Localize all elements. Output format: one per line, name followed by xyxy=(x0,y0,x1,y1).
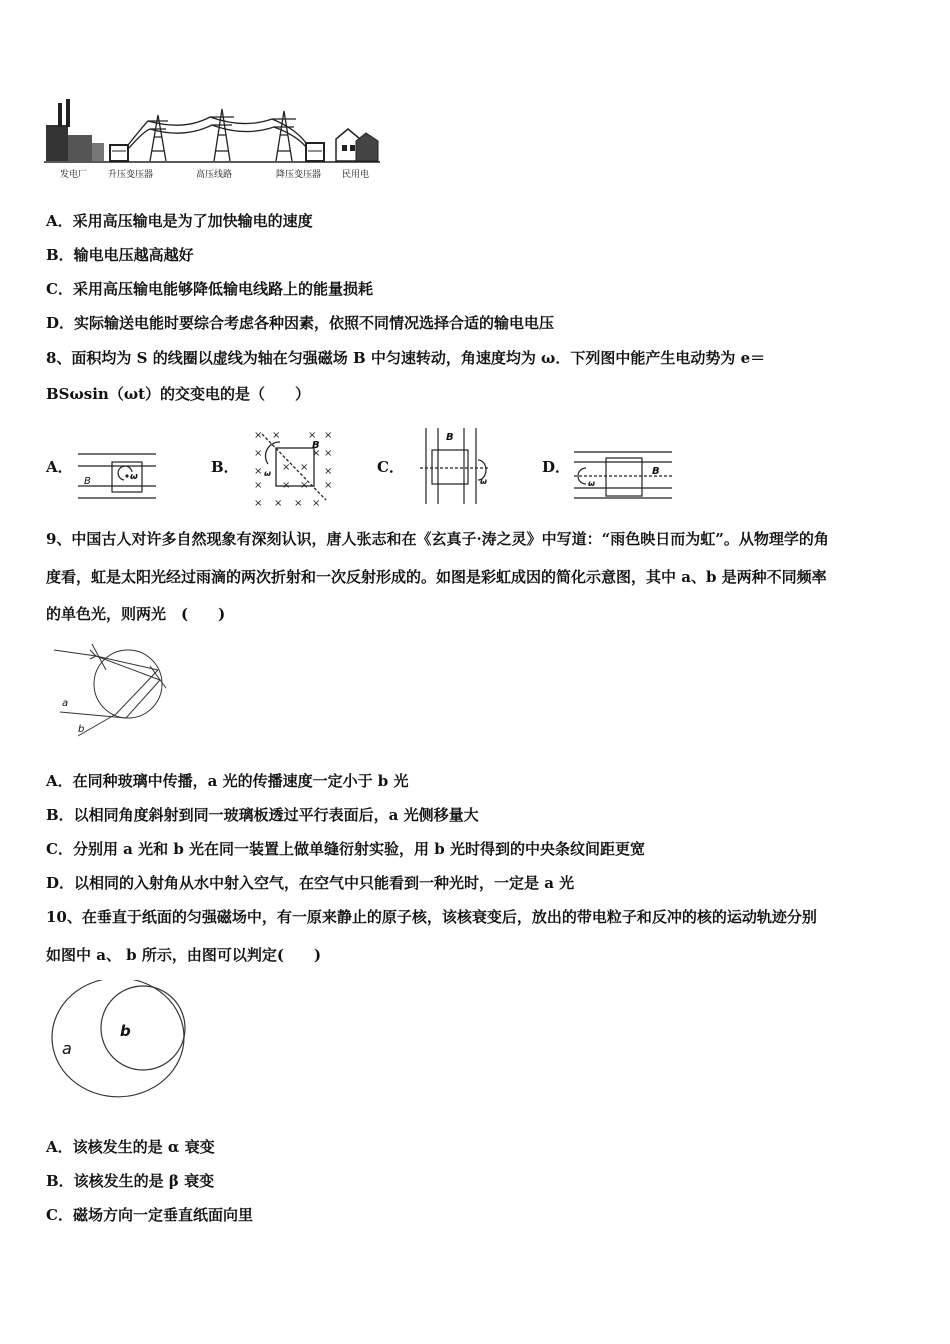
power-transmission-figure xyxy=(44,95,380,181)
svg-text:×: × xyxy=(282,462,291,473)
q7-option-d: D．实际输送电能时要综合考虑各种因素，依照不同情况选择合适的输电电压 xyxy=(46,314,555,332)
q7-option-a: A．采用高压输电是为了加快输电的速度 xyxy=(46,212,313,230)
q10-fig-label-a: a xyxy=(62,1039,72,1058)
svg-text:×: × xyxy=(308,430,317,441)
q7-option-b: B．输电电压越高越好 xyxy=(46,246,194,264)
svg-text:×: × xyxy=(254,480,263,491)
q10-option-b: B．该核发生的是 β 衰变 xyxy=(46,1172,215,1190)
q8b-omega: ω xyxy=(264,469,271,478)
q8-diagram-a xyxy=(76,446,160,506)
q8-diagram-c xyxy=(416,426,492,506)
svg-text:×: × xyxy=(324,430,332,441)
fig-label-step-up: 升压变压器 xyxy=(108,170,154,180)
q8d-field-label: B xyxy=(652,466,660,477)
svg-text:×: × xyxy=(254,498,263,508)
q9-stem-line3: 的单色光，则两光 ( ) xyxy=(46,605,226,623)
fig-label-power-plant: 发电厂 xyxy=(60,170,88,180)
q8c-field-label: B xyxy=(446,432,454,443)
svg-text:×: × xyxy=(324,466,332,477)
q9-stem-line2: 度看，虹是太阳光经过雨滴的两次折射和一次反射形成的。如图是彩虹成因的简化示意图，其中 a、b 是两种不同频率 xyxy=(46,568,827,586)
q8a-field-label: B xyxy=(84,476,91,487)
svg-text:×: × xyxy=(324,480,332,491)
svg-text:×: × xyxy=(282,480,291,491)
svg-text:×: × xyxy=(324,448,332,459)
q8-diagram-b xyxy=(246,426,332,508)
svg-text:×: × xyxy=(254,466,263,477)
q8d-omega: ω xyxy=(588,479,595,488)
q8-choice-d-label: D． xyxy=(542,458,571,476)
svg-text:×: × xyxy=(272,430,281,441)
svg-text:×: × xyxy=(300,462,309,473)
svg-text:×: × xyxy=(274,498,283,508)
q8-choice-a-label: A． xyxy=(46,458,73,476)
q10-stem-line2: 如图中 a、 b 所示，由图可以判定( ) xyxy=(46,946,322,964)
q10-fig-label-b: b xyxy=(120,1022,131,1040)
q8a-omega: ω xyxy=(130,472,138,482)
q10-stem-line1: 10、在垂直于纸面的匀强磁场中，有一原来静止的原子核，该核衰变后，放出的带电粒子和反冲的核的运动轨迹分别 xyxy=(46,908,817,926)
svg-text:×: × xyxy=(312,448,321,459)
q10-option-c: C．磁场方向一定垂直纸面向里 xyxy=(46,1206,253,1224)
fig-label-residential: 民用电 xyxy=(342,170,370,180)
rainbow-droplet-figure xyxy=(50,640,168,740)
q8-stem-line1: 8、面积均为 S 的线圈以虚线为轴在匀强磁场 B 中匀速转动，角速度均为 ω．下列图中能产生电动势为 e＝ xyxy=(46,349,766,367)
svg-text:×: × xyxy=(254,448,263,459)
svg-text:×: × xyxy=(254,430,263,441)
q7-option-c: C．采用高压输电能够降低输电线路上的能量损耗 xyxy=(46,280,373,298)
q9-option-b: B．以相同角度斜射到同一玻璃板透过平行表面后，a 光侧移量大 xyxy=(46,806,479,824)
fig-label-step-down: 降压变压器 xyxy=(276,170,322,180)
q9-fig-label-b: b xyxy=(78,724,85,735)
q9-option-d: D．以相同的入射角从水中射入空气，在空气中只能看到一种光时，一定是 a 光 xyxy=(46,874,575,892)
q8b-field-label: B xyxy=(312,440,320,451)
svg-text:×: × xyxy=(300,480,309,491)
q9-option-c: C．分别用 a 光和 b 光在同一装置上做单缝衍射实验，用 b 光时得到的中央条纹间距更宽 xyxy=(46,840,645,858)
fig-label-hv-line: 高压线路 xyxy=(196,170,233,180)
decay-tracks-figure xyxy=(50,980,190,1100)
q8-diagram-d xyxy=(572,446,676,508)
q9-stem-line1: 9、中国古人对许多自然现象有深刻认识，唐人张志和在《玄真子·涛之灵》中写道：“雨色映日而为虹”。从物理学的角 xyxy=(46,530,829,548)
q9-option-a: A．在同种玻璃中传播，a 光的传播速度一定小于 b 光 xyxy=(46,772,409,790)
q8c-omega: ω xyxy=(480,477,487,486)
q9-fig-label-a: a xyxy=(62,698,69,709)
q8-choice-c-label: C． xyxy=(377,458,404,476)
svg-text:×: × xyxy=(312,498,321,508)
q8-choice-b-label: B． xyxy=(211,458,239,476)
q10-option-a: A．该核发生的是 α 衰变 xyxy=(46,1138,215,1156)
q8-stem-line2: BSωsin（ωt）的交变电的是（ ） xyxy=(46,385,311,403)
svg-text:×: × xyxy=(294,498,303,508)
